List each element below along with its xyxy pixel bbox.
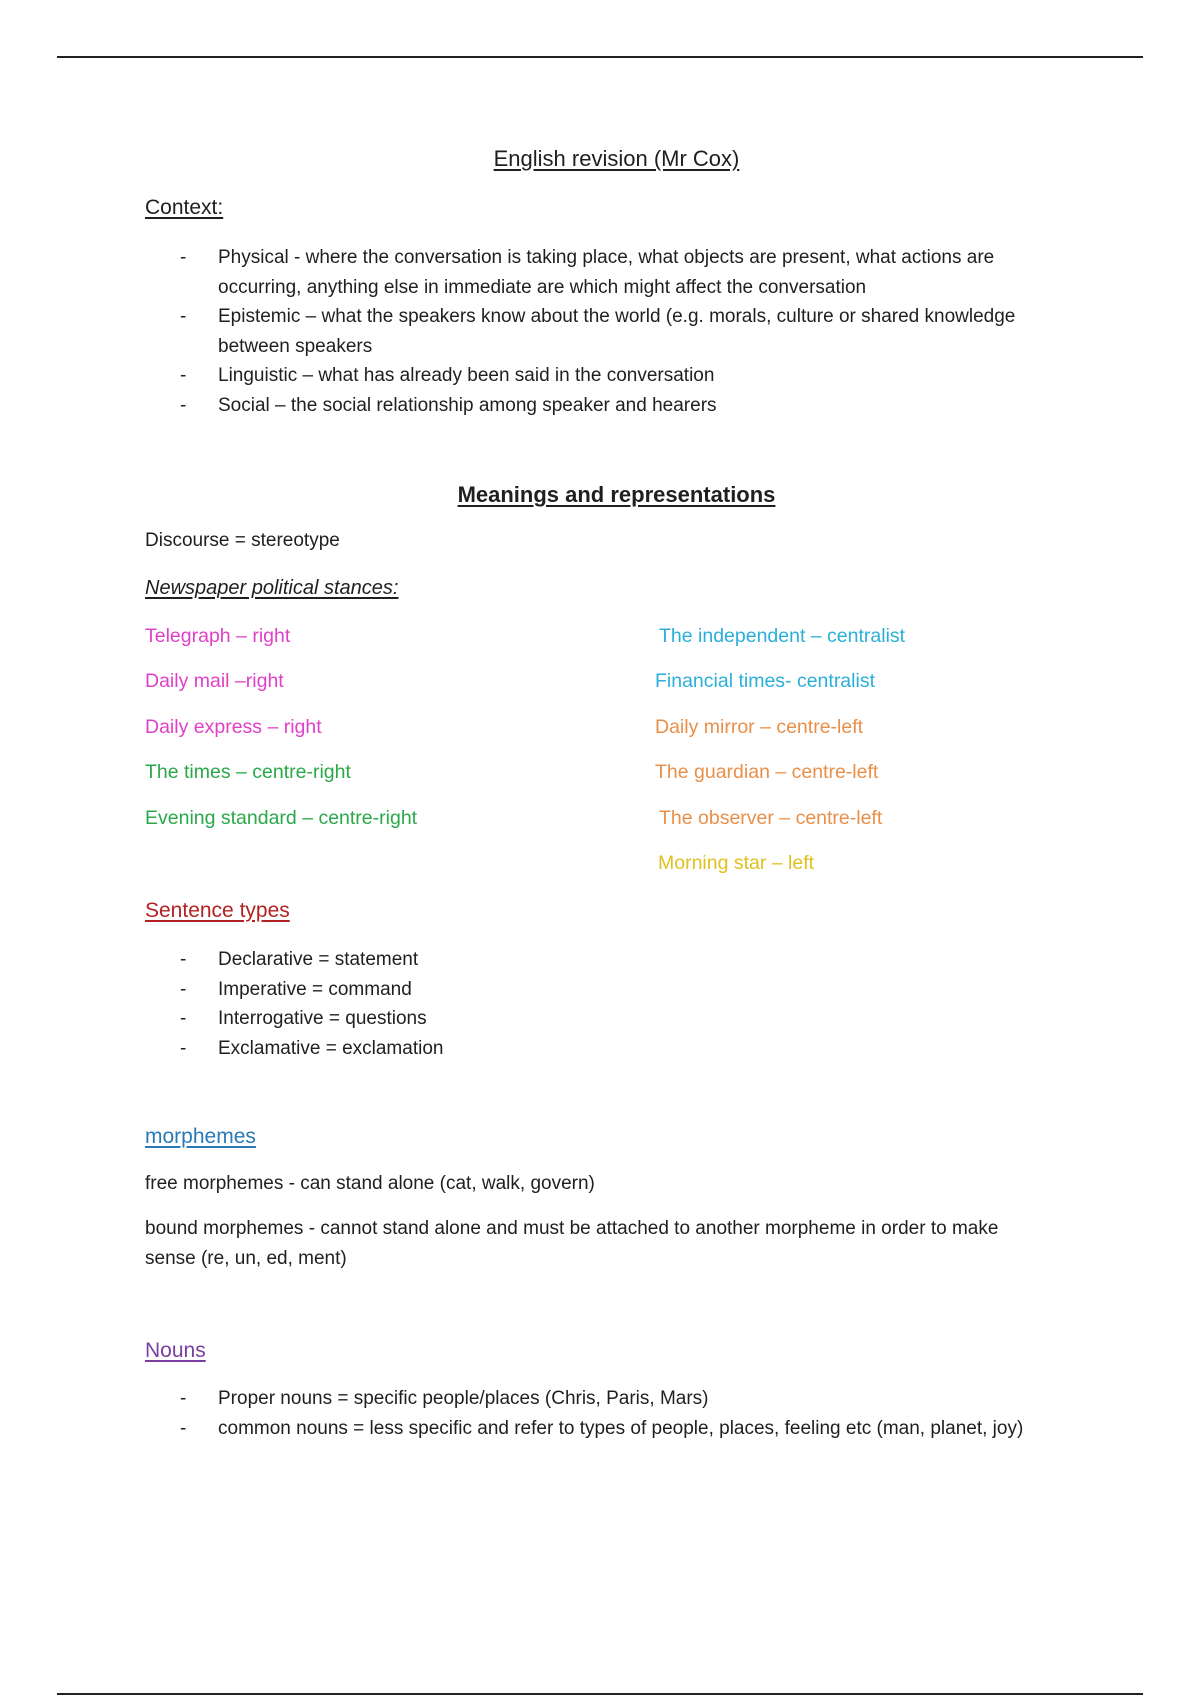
meanings-heading: Meanings and representations <box>457 482 776 507</box>
footer-rule <box>57 1693 1143 1695</box>
bound-morphemes-text: bound morphemes - cannot stand alone and must be attached to another morpheme in order to make sense (re, un, ed, ment) <box>145 1218 999 1269</box>
stance-daily-mail: Daily mail –right <box>145 670 284 692</box>
list-item: - Epistemic – what the speakers know about the world (e.g. morals, culture or shared knowledge <box>180 302 1015 332</box>
stance-evening-standard: Evening standard – centre-right <box>145 807 418 829</box>
stance-morning-star: Morning star – left <box>658 852 815 874</box>
stance-financial-times: Financial times- centralist <box>655 670 875 692</box>
stance-the-times: The times – centre-right <box>145 761 351 783</box>
page-title: English revision (Mr Cox) <box>493 146 740 171</box>
sentence-types-heading: Sentence types <box>145 899 290 922</box>
list-item: - Proper nouns = specific people/places (Chris, Paris, Mars) <box>180 1384 1023 1414</box>
list-item-continuation: occurring, anything else in immediate are which might affect the conversation <box>218 276 867 298</box>
nouns-heading: Nouns <box>145 1339 206 1362</box>
list-item: - Linguistic – what has already been said in the conversation <box>180 361 1015 391</box>
stance-daily-express: Daily express – right <box>145 716 322 738</box>
discourse-line: Discourse = stereotype <box>145 530 340 551</box>
list-item: - common nouns = less specific and refer to types of people, places, feeling etc (man, planet, joy) <box>180 1414 1023 1444</box>
stance-daily-mirror: Daily mirror – centre-left <box>655 716 864 738</box>
sentence-types-list <box>180 945 443 1063</box>
list-item: - Physical - where the conversation is taking place, what objects are present, what actions are <box>180 243 1015 273</box>
stance-telegraph: Telegraph – right <box>145 625 291 647</box>
list-item: - Interrogative = questions <box>180 1004 443 1034</box>
free-morphemes-text: free morphemes - can stand alone (cat, walk, govern) <box>145 1173 595 1194</box>
context-list <box>180 243 1015 420</box>
morphemes-heading: morphemes <box>145 1125 256 1148</box>
list-item: - Declarative = statement <box>180 945 443 975</box>
newspaper-heading: Newspaper political stances: <box>145 577 399 599</box>
stance-the-observer: The observer – centre-left <box>659 807 883 829</box>
list-item: - Exclamative = exclamation <box>180 1034 443 1064</box>
stance-the-guardian: The guardian – centre-left <box>655 761 879 783</box>
list-item: - Social – the social relationship among speaker and hearers <box>180 391 1015 421</box>
stance-the-independent: The independent – centralist <box>659 625 906 647</box>
header-rule <box>57 56 1143 58</box>
list-item: - Imperative = command <box>180 975 443 1005</box>
context-heading: Context: <box>145 196 224 219</box>
list-item-continuation: between speakers <box>218 335 373 357</box>
nouns-list <box>180 1384 1023 1443</box>
